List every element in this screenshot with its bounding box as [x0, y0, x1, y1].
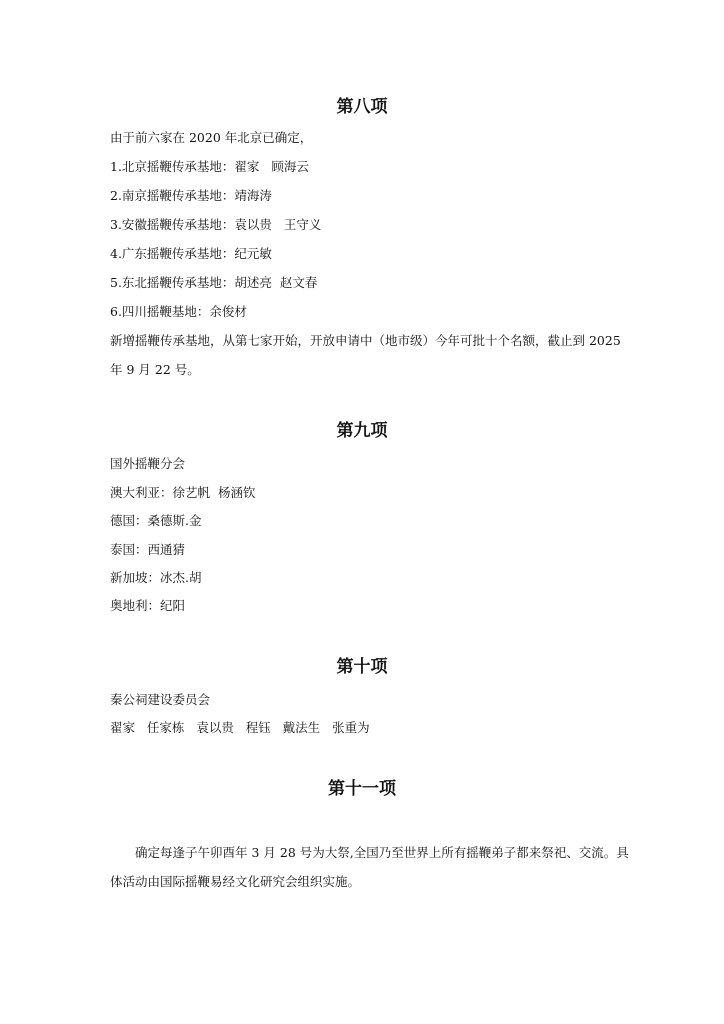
section10-subtitle: 秦公祠建设委员会 — [110, 692, 211, 707]
section9-item: 国外摇鞭分会 — [110, 456, 186, 471]
section8-note: 新增摇鞭传承基地，从第七家开始，开放申请中（地市级）今年可批十个名额，截止到 2025 年 9 月 22 号。 — [110, 333, 621, 377]
section10-title: 第十项 — [336, 657, 388, 677]
section9-item: 澳大利亚：徐艺帆 杨涵钦 — [110, 485, 256, 500]
section11-body: 确定每逢子午卯酉年 3 月 28 号为大祭,全国乃至世界上所有摇鞭弟子都来祭祀、交流。具体活动由国际摇鞭易经文化研究会组织实施。 — [110, 845, 629, 889]
section11-title: 第十一项 — [328, 779, 396, 799]
section8-item: 1.北京摇鞭传承基地：翟家 顾海云 — [110, 159, 309, 174]
section9-item: 德国：桑德斯.金 — [110, 513, 202, 528]
section9-item: 泰国：西通猜 — [110, 542, 186, 557]
section8-item: 3.安徽摇鞭传承基地：袁以贵 王守义 — [110, 217, 322, 232]
section9-item: 新加坡：冰杰.胡 — [110, 570, 202, 585]
section8-title: 第八项 — [336, 97, 388, 117]
section9-title: 第九项 — [336, 421, 388, 441]
section10-members: 翟家 任家栋 袁以贵 程钰 戴法生 张重为 — [110, 720, 370, 735]
section8-intro: 由于前六家在 2020 年北京已确定， — [110, 130, 313, 145]
section8-item: 5.东北摇鞭传承基地：胡述亮 赵文春 — [110, 275, 318, 290]
section8-item: 6.四川摇鞭基地：余俊材 — [110, 304, 247, 319]
section8-item: 4.广东摇鞭传承基地：纪元敏 — [110, 246, 272, 261]
section9-item: 奥地利：纪阳 — [110, 598, 186, 613]
section8-item: 2.南京摇鞭传承基地：靖海涛 — [110, 188, 272, 203]
